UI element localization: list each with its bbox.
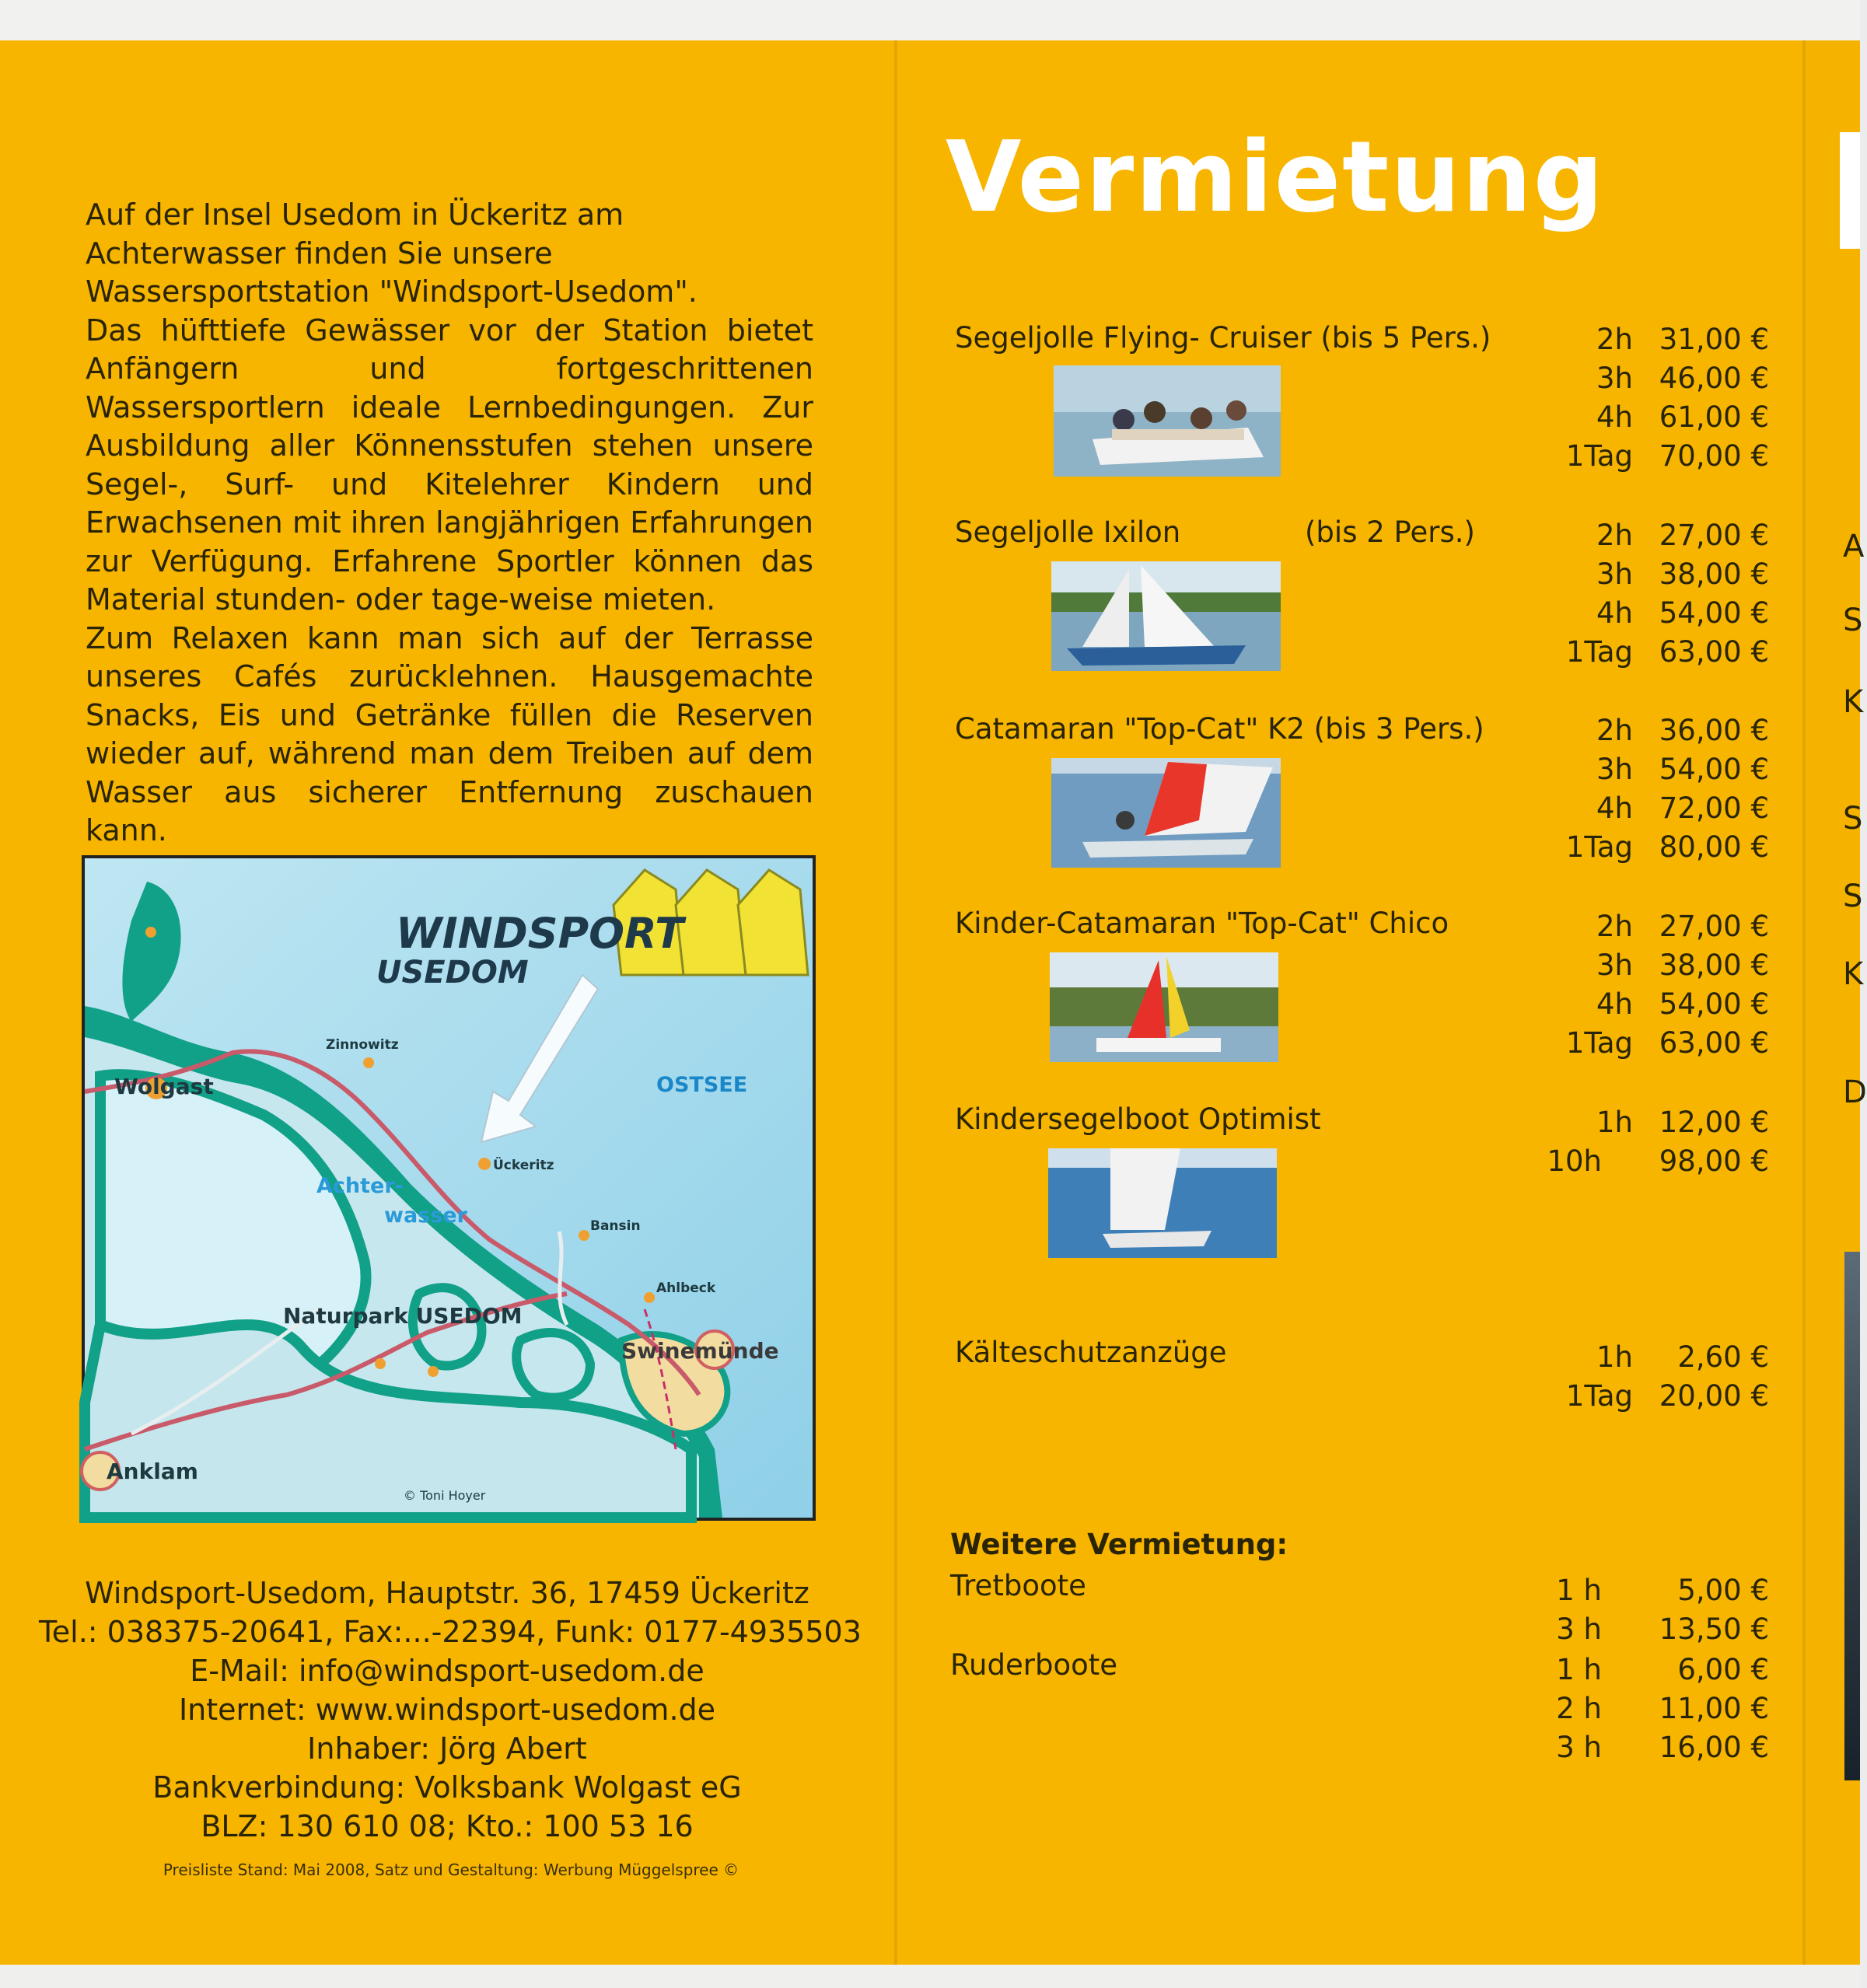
price: 31,00 €: [1659, 323, 1769, 356]
price: 20,00 €: [1659, 1379, 1769, 1413]
rental-item-persons: (bis 2 Pers.): [1305, 515, 1475, 549]
price: 72,00 €: [1659, 791, 1769, 825]
price: 13,50 €: [1659, 1612, 1769, 1646]
map-town-ahlbeck: Ahlbeck: [656, 1280, 716, 1296]
boat-photo: [1048, 1148, 1277, 1258]
edge-letter: A: [1843, 529, 1865, 564]
price: 70,00 €: [1659, 439, 1769, 473]
price: 36,00 €: [1659, 714, 1769, 747]
next-panel-photo-fragment: [1844, 1252, 1860, 1780]
duration: 2h: [1596, 910, 1633, 943]
further-rental-heading: Weitere Vermietung:: [950, 1528, 1288, 1561]
contact-account: BLZ: 130 610 08; Kto.: 100 53 16: [201, 1809, 694, 1843]
map-label-ostsee: OSTSEE: [656, 1073, 748, 1097]
contact-block: [39, 1574, 862, 1846]
rental-item-name: Kindersegelboot Optimist: [955, 1102, 1321, 1136]
map-logo-windsport: WINDSPORT: [396, 909, 684, 958]
price: 16,00 €: [1659, 1731, 1769, 1764]
intro-paragraph: Zum Relaxen kann man sich auf der Terrasse unseres Cafés zurücklehnen. Hausgemachte Snacks, Eis und Getränke füllen die Reserven wieder auf, während man dem Treiben auf dem Wasser aus sicherer Entfernung zuschauen kann.: [86, 620, 813, 847]
price: 80,00 €: [1659, 830, 1769, 864]
price: 5,00 €: [1677, 1574, 1769, 1607]
rental-item-name: Catamaran "Top-Cat" K2 (bis 3 Pers.): [955, 712, 1484, 746]
map-town-anklam: Anklam: [107, 1459, 198, 1484]
price: 63,00 €: [1659, 635, 1769, 669]
duration: 3h: [1596, 753, 1633, 786]
duration: 2h: [1596, 519, 1633, 552]
contact-address: Windsport-Usedom, Hauptstr. 36, 17459 Ückeritz: [85, 1576, 809, 1610]
edge-letter: K: [1843, 956, 1864, 992]
duration: 2 h: [1556, 1692, 1602, 1725]
edge-letter: D: [1843, 1074, 1867, 1110]
map-credit: © Toni Hoyer: [404, 1488, 486, 1503]
contact-phone: Tel.: 038375-20641, Fax:...-22394, Funk: 0177-4935503: [39, 1615, 862, 1649]
map-label-achter: Achter-: [316, 1174, 404, 1198]
price: 54,00 €: [1659, 596, 1769, 630]
price: 38,00 €: [1659, 949, 1769, 982]
duration: 3 h: [1556, 1731, 1602, 1764]
page-title: Vermietung: [946, 120, 1605, 234]
intro-paragraph: Auf der Insel Usedom in Ückeritz am Achterwasser finden Sie unsere Wassersportstation "Windsport-Usedom".: [86, 197, 698, 309]
duration: 3 h: [1556, 1612, 1602, 1646]
duration: 4h: [1596, 400, 1633, 434]
scan-bottom-margin: [0, 1965, 1860, 1988]
price: 6,00 €: [1677, 1653, 1769, 1686]
contact-internet: Internet: www.windsport-usedom.de: [178, 1693, 716, 1727]
rental-item-name: Kinder-Catamaran "Top-Cat" Chico: [955, 907, 1449, 940]
duration: 3h: [1596, 949, 1633, 982]
duration: 3h: [1596, 362, 1633, 395]
next-panel-title-fragment: [1840, 132, 1860, 249]
price: 98,00 €: [1659, 1144, 1769, 1178]
duration: 1 h: [1556, 1653, 1602, 1686]
scan-top-margin: [0, 0, 1860, 40]
boat-photo: [1054, 365, 1281, 477]
price: 11,00 €: [1659, 1692, 1769, 1725]
map-label-wasser: wasser: [384, 1204, 467, 1228]
rental-item-name: Segeljolle Flying- Cruiser (bis 5 Pers.): [955, 321, 1491, 355]
duration: 10h: [1547, 1144, 1602, 1178]
boat-photo: [1051, 758, 1281, 868]
fold-line: [1802, 40, 1806, 1965]
price: 12,00 €: [1659, 1106, 1769, 1139]
edge-letter: S: [1843, 801, 1863, 837]
duration: 1Tag: [1565, 830, 1633, 864]
intro-paragraph: Das hüfttiefe Gewässer vor der Station bietet Anfängern und fortgeschrittenen Wassersportlern ideale Lernbedingungen. Zur Ausbildung aller Könnensstufen stehen unsere Segel-, Surf- und Kitelehrer Kindern und Erwachsenen mit ihren langjährigen Erfahrungen zur Verfügung. Erfahrene Sportler können das Material stunden- oder tage-weise mieten.: [86, 313, 813, 617]
location-map: [82, 855, 816, 1521]
duration: 3h: [1596, 557, 1633, 591]
map-label-naturpark: Naturpark USEDOM: [283, 1303, 523, 1329]
duration: 4h: [1596, 596, 1633, 630]
duration: 1Tag: [1565, 635, 1633, 669]
price: 54,00 €: [1659, 987, 1769, 1021]
boat-photo: [1050, 952, 1278, 1062]
footer-note: Preisliste Stand: Mai 2008, Satz und Gestaltung: Werbung Müggelspree ©: [163, 1860, 739, 1879]
edge-letter: S: [1843, 879, 1863, 914]
contact-email: E-Mail: info@windsport-usedom.de: [190, 1654, 704, 1688]
map-town-ueckeritz: Ückeritz: [493, 1158, 554, 1173]
edge-letter: K: [1843, 684, 1864, 720]
duration: 1h: [1596, 1106, 1633, 1139]
price: 27,00 €: [1659, 910, 1769, 943]
duration: 1Tag: [1565, 1026, 1633, 1060]
map-graphic: [85, 858, 813, 1518]
rental-item-name: Segeljolle Ixilon: [955, 515, 1181, 549]
rental-item-name: Tretboote: [950, 1569, 1086, 1602]
rental-item-name: Ruderboote: [950, 1648, 1117, 1682]
map-town-wolgast: Wolgast: [114, 1074, 214, 1099]
contact-owner: Inhaber: Jörg Abert: [307, 1731, 587, 1766]
boat-photo: [1051, 561, 1281, 671]
duration: 2h: [1596, 714, 1633, 747]
edge-letter: S: [1843, 603, 1863, 638]
fold-line: [894, 40, 897, 1965]
price: 61,00 €: [1659, 400, 1769, 434]
map-town-bansin: Bansin: [590, 1218, 641, 1234]
price: 38,00 €: [1659, 557, 1769, 591]
duration: 4h: [1596, 987, 1633, 1021]
contact-bank: Bankverbindung: Volksbank Wolgast eG: [152, 1770, 742, 1805]
price: 27,00 €: [1659, 519, 1769, 552]
duration: 1Tag: [1565, 1379, 1633, 1413]
duration: 2h: [1596, 323, 1633, 356]
map-town-zinnowitz: Zinnowitz: [326, 1037, 399, 1053]
duration: 1h: [1596, 1340, 1633, 1374]
intro-text: [86, 196, 813, 851]
rental-item-name: Kälteschutzanzüge: [955, 1336, 1227, 1369]
duration: 4h: [1596, 791, 1633, 825]
map-town-swinemuende: Swinemünde: [621, 1338, 779, 1364]
map-logo-usedom: USEDOM: [376, 955, 529, 991]
price: 2,60 €: [1677, 1340, 1769, 1374]
price: 63,00 €: [1659, 1026, 1769, 1060]
price: 54,00 €: [1659, 753, 1769, 786]
price: 46,00 €: [1659, 362, 1769, 395]
duration: 1Tag: [1565, 439, 1633, 473]
duration: 1 h: [1556, 1574, 1602, 1607]
